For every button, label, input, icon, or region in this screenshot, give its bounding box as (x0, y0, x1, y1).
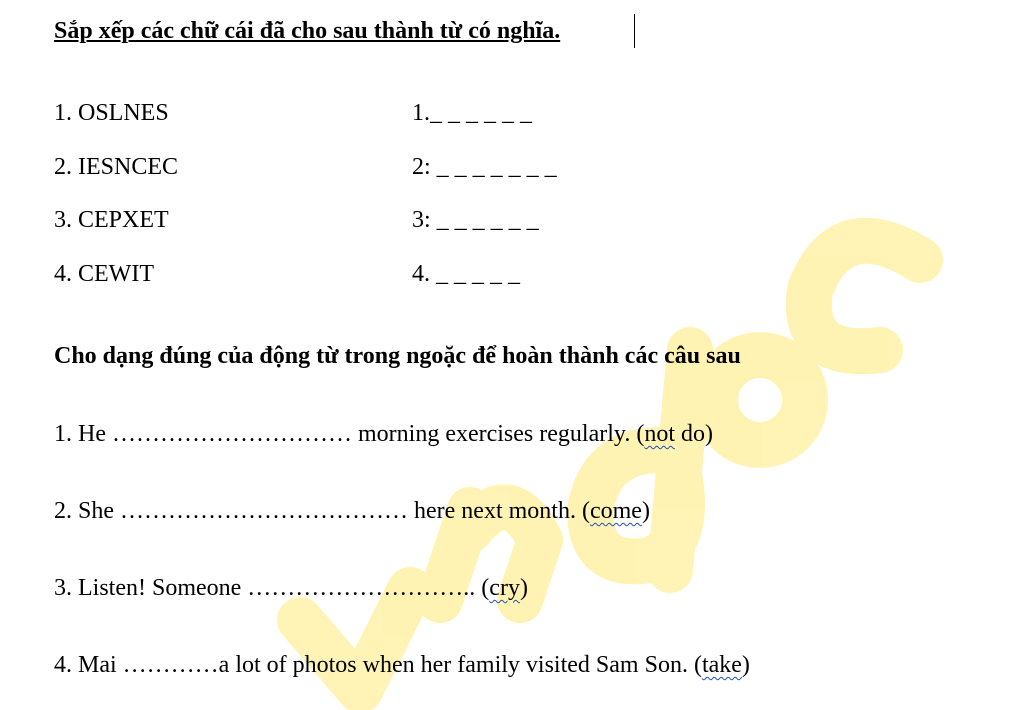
section2-title: Cho dạng đúng của động từ trong ngoặc để hoàn thành các câu sau (54, 343, 741, 369)
scramble-word-4: 4. CEWIT (54, 261, 154, 287)
sentence-3-text: 3. Listen! Someone ……………………….. ( (54, 575, 490, 601)
sentence-4-verb: take (701, 652, 742, 678)
scramble-answer-4[interactable]: 4. _ _ _ _ _ (412, 261, 520, 287)
sentence-4[interactable] (54, 653, 750, 677)
scramble-answer-3[interactable]: 3: _ _ _ _ _ _ (412, 207, 539, 233)
sentence-2-text: 2. She ……………………………… here next month. ( (54, 498, 590, 524)
scramble-word-2: 2. IESNCEC (54, 154, 179, 180)
scramble-answer-1[interactable]: 1._ _ _ _ _ _ (412, 100, 532, 126)
text-cursor (634, 14, 635, 48)
sentence-1[interactable] (54, 422, 713, 446)
sentence-1-verb: not (644, 421, 675, 447)
scramble-word-1: 1. OSLNES (54, 100, 169, 126)
sentence-2-verb: come (589, 498, 642, 524)
sentence-1-text: 1. He ………………………… morning exercises regularly. ( (54, 421, 645, 447)
scramble-answer-2[interactable]: 2: _ _ _ _ _ _ _ (412, 154, 557, 180)
scramble-word-3: 3. CEPXET (54, 207, 169, 233)
sentence-2[interactable] (54, 499, 650, 523)
sentence-3-tail: ) (519, 575, 528, 601)
sentence-4-tail: ) (741, 652, 750, 678)
sentence-4-text: 4. Mai …………a lot of photos when her family visited Sam Son. ( (54, 652, 702, 678)
sentence-3[interactable] (54, 576, 528, 600)
section1-title-text: Sắp xếp các chữ cái đã cho sau thành từ có nghĩa. (54, 18, 561, 44)
section1-title (54, 19, 560, 43)
sentence-1-tail: do) (675, 421, 713, 447)
sentence-2-tail: ) (641, 498, 650, 524)
sentence-3-verb: cry (489, 575, 520, 601)
